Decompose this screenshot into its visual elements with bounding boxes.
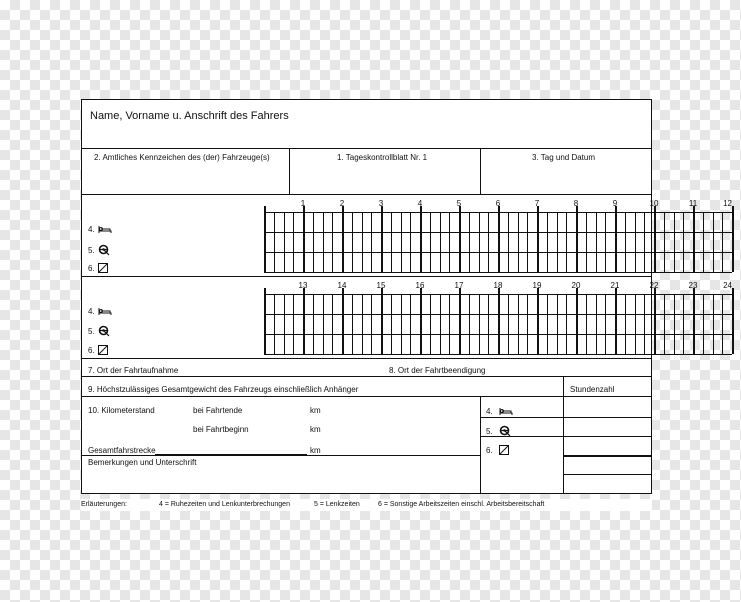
hour-label: 10 (649, 199, 659, 208)
grid-tick (586, 212, 587, 272)
grid-row-line (264, 354, 732, 355)
grid-tick (654, 288, 656, 354)
grid-tick (352, 294, 353, 354)
hour-label: 6 (495, 199, 501, 208)
grid-tick (488, 294, 489, 354)
grid-tick (703, 294, 704, 354)
grid-tick (537, 206, 539, 272)
grid-tick (264, 288, 266, 354)
divider (563, 474, 651, 475)
work-box-icon (98, 263, 108, 275)
grid-tick (566, 294, 567, 354)
grid-tick (683, 294, 684, 354)
grid-tick (293, 294, 294, 354)
divider (82, 358, 651, 359)
hour-label: 13 (298, 281, 308, 290)
bed-icon (98, 306, 112, 318)
grid-tick (479, 294, 480, 354)
grid-tick (722, 212, 723, 272)
divider (480, 396, 481, 494)
grid-tick (459, 206, 461, 272)
grid-tick (693, 206, 695, 272)
grid-tick (371, 212, 372, 272)
grid-tick (576, 206, 578, 272)
work-box-icon (499, 445, 509, 457)
grid-tick (323, 294, 324, 354)
grid-tick (284, 212, 285, 272)
grid-tick (605, 294, 606, 354)
grid-tick (527, 212, 528, 272)
grid-tick (644, 294, 645, 354)
grid-tick (713, 294, 714, 354)
divider (82, 376, 651, 377)
hour-label: 24 (723, 281, 732, 290)
grid-tick (401, 212, 402, 272)
grid-tick (566, 212, 567, 272)
grid-tick (527, 294, 528, 354)
vehicle-plate-label: 2. Amtliches Kennzeichen des (der) Fahrzeuge(s) (94, 153, 270, 162)
row-label-work: 6. (88, 345, 108, 357)
divider (563, 376, 564, 494)
km-unit: km (310, 406, 321, 415)
hour-label: 1 (300, 199, 306, 208)
grid-tick (362, 212, 363, 272)
grid-tick (362, 294, 363, 354)
steering-wheel-icon (98, 325, 110, 339)
grid-tick (703, 212, 704, 272)
grid-tick (596, 212, 597, 272)
km-unit: km (310, 425, 321, 434)
grid-tick (449, 212, 450, 272)
row-label-driving: 5. (88, 244, 110, 258)
grid-tick (264, 206, 266, 272)
odometer-label: 10. Kilometerstand (88, 406, 155, 415)
hour-label: 23 (688, 281, 698, 290)
grid-tick (449, 294, 450, 354)
grid-tick (410, 212, 411, 272)
hour-label: 9 (612, 199, 618, 208)
divider (82, 455, 480, 456)
grid-tick (420, 206, 422, 272)
grid-tick (547, 294, 548, 354)
km-unit: km (310, 446, 321, 455)
hour-label: 17 (454, 281, 464, 290)
hour-grid-1-12[interactable] (264, 194, 732, 276)
hour-label: 21 (610, 281, 620, 290)
hour-label: 22 (649, 281, 659, 290)
grid-tick (674, 294, 675, 354)
grid-tick (683, 212, 684, 272)
grid-tick (557, 212, 558, 272)
grid-tick (391, 294, 392, 354)
grid-tick (430, 294, 431, 354)
end-location-label: 8. Ort der Fahrtbeendigung (389, 366, 486, 375)
grid-tick (303, 206, 305, 272)
grid-tick (518, 294, 519, 354)
grid-tick (557, 294, 558, 354)
grid-tick (722, 294, 723, 354)
hour-label: 20 (571, 281, 581, 290)
grid-tick (332, 212, 333, 272)
grid-tick (605, 212, 606, 272)
summary-rest-label: 4. (486, 406, 513, 418)
grid-tick (401, 294, 402, 354)
grid-tick (469, 294, 470, 354)
grid-tick (410, 294, 411, 354)
odometer-start-label: bei Fahrtbeginn (193, 425, 249, 434)
hour-label: 7 (534, 199, 540, 208)
hour-label: 4 (417, 199, 423, 208)
divider (480, 148, 481, 194)
hours-total-label: Stundenzahl (570, 385, 615, 394)
grid-tick (498, 206, 500, 272)
grid-tick (498, 288, 500, 354)
grid-tick (625, 212, 626, 272)
grid-tick (284, 294, 285, 354)
hour-grid-13-24[interactable] (264, 276, 732, 358)
divider (480, 436, 651, 437)
grid-tick (313, 212, 314, 272)
bed-icon (98, 224, 112, 236)
grid-tick (274, 294, 275, 354)
row-label-driving: 5. (88, 325, 110, 339)
hour-label: 11 (688, 199, 698, 208)
grid-tick (440, 212, 441, 272)
driver-name-address-label: Name, Vorname u. Anschrift des Fahrers (90, 110, 289, 122)
grid-tick (664, 294, 665, 354)
grid-tick (293, 212, 294, 272)
grid-tick (508, 212, 509, 272)
grid-tick (381, 206, 383, 272)
divider (82, 396, 651, 397)
grid-row-line (264, 272, 732, 273)
explanation-driving: 5 = Lenkzeiten (314, 501, 360, 508)
grid-tick (332, 294, 333, 354)
grid-tick (391, 212, 392, 272)
max-weight-label: 9. Höchstzulässiges Gesamtgewicht des Fahrzeugs einschließlich Anhänger (88, 385, 359, 394)
grid-tick (518, 212, 519, 272)
grid-tick (352, 212, 353, 272)
row-label-work: 6. (88, 263, 108, 275)
hour-label: 5 (456, 199, 462, 208)
hour-label: 3 (378, 199, 384, 208)
grid-tick (674, 212, 675, 272)
odometer-end-label: bei Fahrtende (193, 406, 243, 415)
grid-tick (713, 212, 714, 272)
grid-tick (420, 288, 422, 354)
row-label-rest: 4. (88, 224, 112, 236)
grid-tick (469, 212, 470, 272)
divider (563, 455, 651, 457)
grid-tick (323, 212, 324, 272)
grid-tick (644, 212, 645, 272)
explanation-work: 6 = Sonstige Arbeitszeiten einschl. Arbeitsbereitschaft (378, 501, 545, 508)
steering-wheel-icon (98, 244, 110, 258)
hour-label: 8 (573, 199, 579, 208)
grid-tick (732, 288, 734, 354)
grid-tick (625, 294, 626, 354)
grid-tick (313, 294, 314, 354)
grid-tick (576, 288, 578, 354)
hour-label: 16 (415, 281, 425, 290)
grid-tick (440, 294, 441, 354)
grid-tick (381, 288, 383, 354)
start-location-label: 7. Ort der Fahrtaufnahme (88, 366, 179, 375)
grid-tick (664, 212, 665, 272)
divider (480, 417, 651, 418)
hour-label: 2 (339, 199, 345, 208)
grid-tick (547, 212, 548, 272)
explanations-label: Erläuterungen: (81, 501, 127, 508)
grid-tick (586, 294, 587, 354)
summary-work-label: 6. (486, 445, 509, 457)
grid-tick (371, 294, 372, 354)
divider (82, 148, 651, 149)
grid-tick (596, 294, 597, 354)
grid-tick (635, 294, 636, 354)
sheet-number-label: 1. Tageskontrollblatt Nr. 1 (337, 153, 428, 162)
explanations (81, 499, 652, 511)
daily-control-sheet (81, 99, 732, 494)
grid-tick (488, 212, 489, 272)
work-box-icon (98, 345, 108, 357)
total-distance-label: Gesamtfahrstrecke (88, 446, 156, 455)
hour-label: 18 (493, 281, 503, 290)
summary-driving-label: 5. (486, 425, 511, 439)
explanation-rest: 4 = Ruhezeiten und Lenkunterbrechungen (159, 501, 290, 508)
grid-tick (274, 212, 275, 272)
grid-tick (479, 212, 480, 272)
hour-label: 15 (376, 281, 386, 290)
grid-tick (342, 288, 344, 354)
grid-tick (654, 206, 656, 272)
hour-label: 19 (532, 281, 542, 290)
date-label: 3. Tag und Datum (532, 153, 596, 162)
hour-label: 14 (337, 281, 347, 290)
grid-tick (508, 294, 509, 354)
grid-tick (615, 288, 617, 354)
grid-tick (635, 212, 636, 272)
grid-tick (693, 288, 695, 354)
divider (289, 148, 290, 194)
row-label-rest: 4. (88, 306, 112, 318)
grid-tick (430, 212, 431, 272)
grid-tick (537, 288, 539, 354)
remarks-signature-label: Bemerkungen und Unterschrift (88, 458, 197, 467)
grid-tick (303, 288, 305, 354)
grid-tick (615, 206, 617, 272)
grid-tick (342, 206, 344, 272)
grid-tick (459, 288, 461, 354)
hour-label: 12 (723, 199, 732, 208)
grid-tick (732, 206, 734, 272)
